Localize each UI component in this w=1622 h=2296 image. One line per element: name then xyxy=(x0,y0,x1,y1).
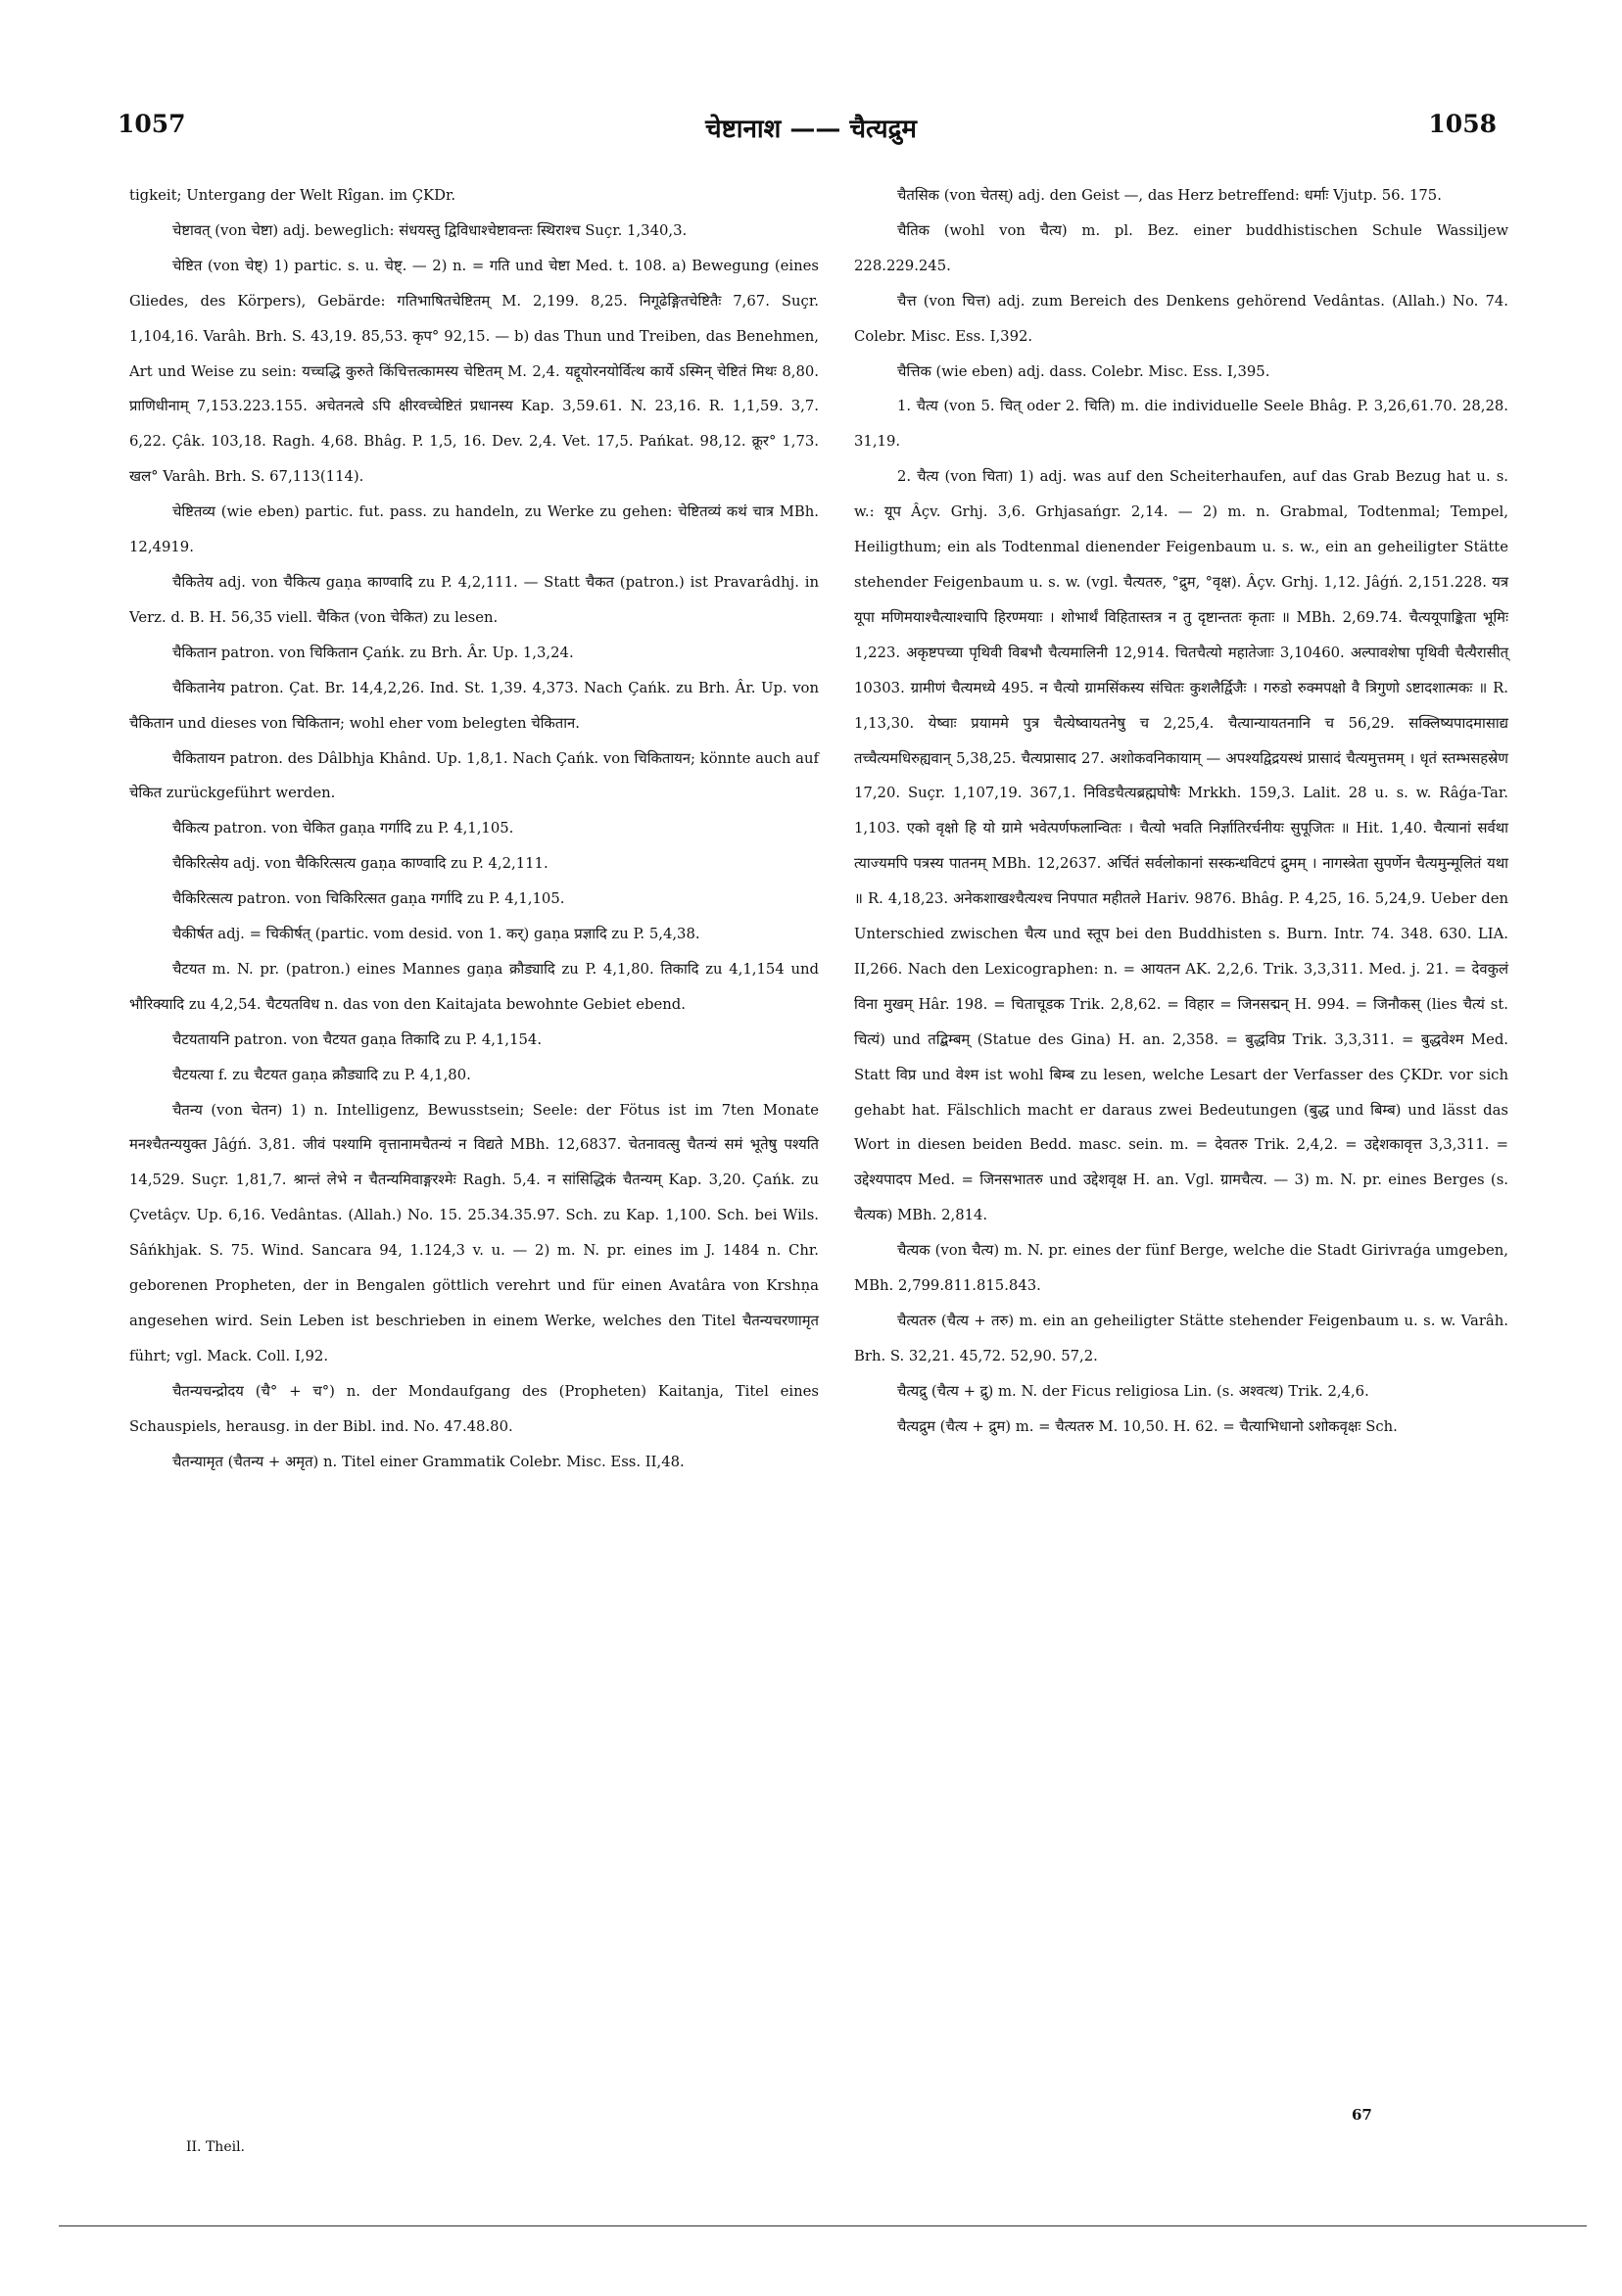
entry: चैकित्य patron. von चेकित gaṇa गर्गादि zu P. 4,1,105. xyxy=(172,820,514,837)
entry: चेष्टित (von चेष्ट्) 1) partic. s. u. चेष्ट्. — 2) n. = गति und चेष्टा Med. t. 108. a) Bewegung (eines Gliedes, des Körpers), Gebärde: गतिभाषितचेष्टितम् M. 2,199. 8,25. निगूढेङ्गितचेष्टितैः 7,67. Suçr. 1,104,16. Varâh. Brh. S. 43,19. 85,53. कृप° 92,15. — b) das Thun und Treiben, das Benehmen, Art und Weise zu sein: यच्चद्धि कुरुते किंचित्तत्कामस्य चेष्टितम् M. 2,4. यद्दूयोरनयोर्वित्थ कार्ये ऽस्मिन् चेष्टितं मिथः 8,80. प्राणिधीनाम् 7,153.223.155. अचेतनत्वे ऽपि क्षीरवच्चेष्टितं प्रधानस्य Kap. 3,59.61. N. 23,16. R. 1,1,59. 3,7. 6,22. Çâk. 103,18. Ragh. 4,68. Bhâg. P. 1,5, 16. Dev. 2,4. Vet. 17,5. Pańkat. 98,12. क्रूर° 1,73. खल° Varâh. Brh. S. 67,113(114). xyxy=(129,257,819,486)
entry: चैतन्य (von चेतन) 1) n. Intelligenz, Bewusstsein; Seele: der Fötus ist im 7ten Monate मनश्चैतन्ययुक्त Jâǵń. 3,81. जीवं पश्यामि वृत्तानामचैतन्यं न विद्यते MBh. 12,6837. चेतनावत्सु चैतन्यं समं भूतेषु पश्यति 14,529. Suçr. 1,81,7. श्रान्तं लेभे न चैतन्यमिवाङ्गरश्मेः Ragh. 5,4. न सांसिद्धिकं चैतन्यम् Kap. 3,20. Çańk. zu Çvetâçv. Up. 6,16. Vedântas. (Allah.) No. 15. 25.34.35.97. Sch. zu Kap. 1,100. Sch. bei Wils. Sâńkhjak. S. 75. Wind. Sancara 94, 1.124,3 v. u. — 2) m. N. pr. eines im J. 1484 n. Chr. geborenen Propheten, der in Bengalen göttlich verehrt und für einen Avatâra von Krshṇa angesehen wird. Sein Leben ist beschrieben in einem Werke, welches den Titel चैतन्यचरणामृत führt; vgl. Mack. Coll. I,92. xyxy=(129,1101,819,1364)
entry: चैटयत्या f. zu चैटयत gaṇa क्रौड्यादि zu P. 4,1,80. xyxy=(172,1066,471,1083)
entry: चैकिरित्सेय adj. von चैकिरित्सत्य gaṇa काण्वादि zu P. 4,2,111. xyxy=(172,855,549,873)
entry: चैकितानेय patron. Çat. Br. 14,4,2,26. Ind. St. 1,39. 4,373. Nach Çańk. zu Brh. Âr. Up. von चैकितान und dieses von चिकितान; wohl eher vom belegten चेकितान. xyxy=(129,679,819,732)
entry: चैत्यक (von चैत्य) m. N. pr. eines der fünf Berge, welche die Stadt Girivraǵa umgeben, MBh. 2,799.811.815.843. xyxy=(854,1242,1508,1295)
right-page-number: 1058 xyxy=(1428,110,1497,138)
entry: चैतन्यामृत (चैतन्य + अमृत) n. Titel einer Grammatik Colebr. Misc. Ess. II,48. xyxy=(172,1453,685,1470)
signature-mark: 67 xyxy=(1352,2106,1372,2124)
entry: चैकितायन patron. des Dâlbhja Khând. Up. 1,8,1. Nach Çańk. von चिकितायन; könnte auch auf चेकित zurückgeführt werden. xyxy=(129,749,819,802)
entry: चैकितेय adj. von चैकित्य gaṇa काण्वादि zu P. 4,2,111. — Statt चैकत (patron.) ist Pravarâdhj. in Verz. d. B. H. 56,35 viell. चैकित (von चेकित) zu lesen. xyxy=(129,573,819,626)
entry: चैत्यद्रुम (चैत्य + द्रुम) m. = चैत्यतरु M. 10,50. H. 62. = चैत्याभिधानो ऽशोकवृक्षः Sch. xyxy=(897,1417,1398,1435)
entry-continuation: tigkeit; Untergang der Welt Rîgan. im ÇKDr. xyxy=(129,187,456,204)
right-column xyxy=(854,178,1508,1445)
entry: चैकीर्षत adj. = चिकीर्षत् (partic. vom desid. von 1. कर्) gaṇa प्रज्ञादि zu P. 5,4,38. xyxy=(172,926,700,943)
entry: चैटयत m. N. pr. (patron.) eines Mannes gaṇa क्रौड्यादि zu P. 4,1,80. तिकादि zu 4,1,154 und भौरिक्यादि zu 4,2,54. चैटयतविध n. das von den Kaitajata bewohnte Gebiet ebend. xyxy=(129,960,819,1013)
entry: चेष्टितव्य (wie eben) partic. fut. pass. zu handeln, zu Werke zu gehen: चेष्टितव्यं कथं चात्र MBh. 12,4919. xyxy=(129,503,819,556)
entry: चैत्तिक (wie eben) adj. dass. Colebr. Misc. Ess. I,395. xyxy=(897,362,1270,380)
entry: चैत्त (von चित्त) adj. zum Bereich des Denkens gehörend Vedântas. (Allah.) No. 74. Colebr. Misc. Ess. I,392. xyxy=(854,292,1508,345)
bottom-rule xyxy=(59,2225,1587,2226)
entry: 1. चैत्य (von 5. चित् oder 2. चिति) m. die individuelle Seele Bhâg. P. 3,26,61.70. 28,28. 31,19. xyxy=(854,398,1508,451)
entry: चैतसिक (von चेतस्) adj. den Geist —, das Herz betreffend: धर्माः Vjutp. 56. 175. xyxy=(897,187,1442,204)
entry: चैकिरित्सत्य patron. von चिकिरित्सत gaṇa गर्गादि zu P. 4,1,105. xyxy=(172,890,565,908)
entry: चैटयतायनि patron. von चैटयत gaṇa तिकादि zu P. 4,1,154. xyxy=(172,1030,543,1048)
entry: चैत्यतरु (चैत्य + तरु) m. ein an geheiligter Stätte stehender Feigenbaum u. s. w. Varâh. Brh. S. 32,21. 45,72. 52,90. 57,2. xyxy=(854,1313,1508,1364)
entry: चैतन्यचन्द्रोदय (चै° + च°) n. der Mondaufgang des (Propheten) Kaitanja, Titel eines Schauspiels, herausg. in der Bibl. ind. No. 47.48.80. xyxy=(129,1382,819,1435)
left-column xyxy=(129,178,819,1480)
entry: चेष्टावत् (von चेष्टा) adj. beweglich: संधयस्तु द्विविधाश्चेष्टावन्तः स्थिराश्च Suçr. 1,340,3. xyxy=(172,221,688,239)
running-head: चेष्टानाश —— चैत्यद्रुम xyxy=(705,115,917,144)
entry: चैकितान patron. von चिकितान Çańk. zu Brh. Âr. Up. 1,3,24. xyxy=(172,644,574,661)
entry: 2. चैत्य (von चिता) 1) adj. was auf den Scheiterhaufen, auf das Grab Bezug hat u. s. w.: यूप Âçv. Grhj. 3,6. Grhjasańgr. 2,14. — 2) m. n. Grabmal, Todtenmal; Tempel, Heiligthum; ein als Todtenmal dienender Feigenbaum u. s. w., ein an geheiligter Stätte stehender Feigenbaum u. s. w. (vgl. चैत्यतरु, °द्रुम, °वृक्ष). Âçv. Grhj. 1,12. Jâǵń. 2,151.228. यत्र यूपा मणिमयाश्चैत्याश्चापि हिरण्मयाः । शोभार्थं विहितास्तत्र न तु दृष्टान्ततः कृताः ॥ MBh. 2,69.74. चैत्ययूपाङ्किता भूमिः 1,223. अकृष्टपच्या पृथिवी विबभौ चैत्यमालिनी 12,914. चितचैत्यो महातेजाः 3,10460. अल्पावशेषा पृथिवी चैत्यैरासीत् 10303. ग्रामीणं चैत्यमध्ये 495. न चैत्यो ग्रामसिंकस्य संचितः कुशलैर्द्विजैः । गरुडो रुक्मपक्षो वै त्रिगुणो ऽष्टादशात्मकः ॥ R. 1,13,30. येष्वाः प्रयाममे पुत्र चैत्येष्वायतनेषु च 2,25,4. चैत्यान्यायतनानि च 56,29. सक्लिष्यपादमासाद्य तच्चैत्यमधिरुह्यवान् 5,38,25. चैत्यप्रासाद 27. अशोकवनिकायाम् — अपश्यद्विद्रयस्थं प्रासादं चैत्यमुत्तमम् । धृतं स्तम्भसहस्रेण 17,20. Suçr. 1,107,19. 367,1. निविडचैत्यब्रह्मघोषैः Mrkkh. 159,3. Lalit. 28 u. s. w. Râǵa-Tar. 1,103. एको वृक्षो हि यो ग्रामे भवेत्पर्णफलान्वितः । चैत्यो भवति निर्ज्ञातिरर्चनीयः सुपूजितः ॥ Hit. 1,40. चैत्यानां सर्वथा त्याज्यमपि पत्रस्य पातनम् MBh. 12,2637. अर्चितं सर्वलोकानां सस्कन्धविटपं द्रुमम् । नागस्त्रेता सुपर्णेन चैत्यमुन्मूलितं यथा ॥ R. 4,18,23. अनेकशाखश्चैत्यश्च निपपात महीतले Hariv. 9876. Bhâg. P. 4,25, 16. 5,24,9. Ueber den Unterschied zwischen चैत्य und स्तूप bei den Buddhisten s. Burn. Intr. 74. 348. 630. LIA. II,266. Nach den Lexicographen: n. = आयतन AK. 2,2,6. Trik. 3,3,311. Med. j. 21. = देवकुलं विना मुखम् Hâr. 198. = चिताचूडक Trik. 2,8,62. = विहार = जिनसद्मन् H. 994. = जिनौकस् (lies चैत्यं st. चित्यं) und तद्बिम्बम् (Statue des Gina) H. an. 2,358. = बुद्धविप्र Trik. 3,3,311. = बुद्धवेश्म Med. Statt विप्र und वेश्म ist wohl बिम्ब zu lesen, welche Lesart der Verfasser des ÇKDr. vor sich gehabt hat. Fälschlich macht er daraus zwei Bedeutungen (बुद्ध und बिम्ब) und lässt das Wort in diesen beiden Bedd. masc. sein. m. = देवतरु Trik. 2,4,2. = उद्देशकावृत्त 3,3,311. = उद्देश्यपादप Med. = जिनसभातरु und उद्देशवृक्ष H. an. Vgl. ग्रामचैत्य. — 3) m. N. pr. eines Berges (s. चैत्यक) MBh. 2,814. xyxy=(854,468,1508,1224)
left-page-number: 1057 xyxy=(118,110,186,138)
volume-note: II. Theil. xyxy=(186,2139,246,2155)
entry: चैत्यद्रु (चैत्य + द्रु) m. N. der Ficus religiosa Lin. (s. अश्वत्थ) Trik. 2,4,6. xyxy=(897,1382,1369,1400)
entry: चैतिक (wohl von चैत्य) m. pl. Bez. einer buddhistischen Schule Wassiljew 228.229.245. xyxy=(854,221,1508,274)
